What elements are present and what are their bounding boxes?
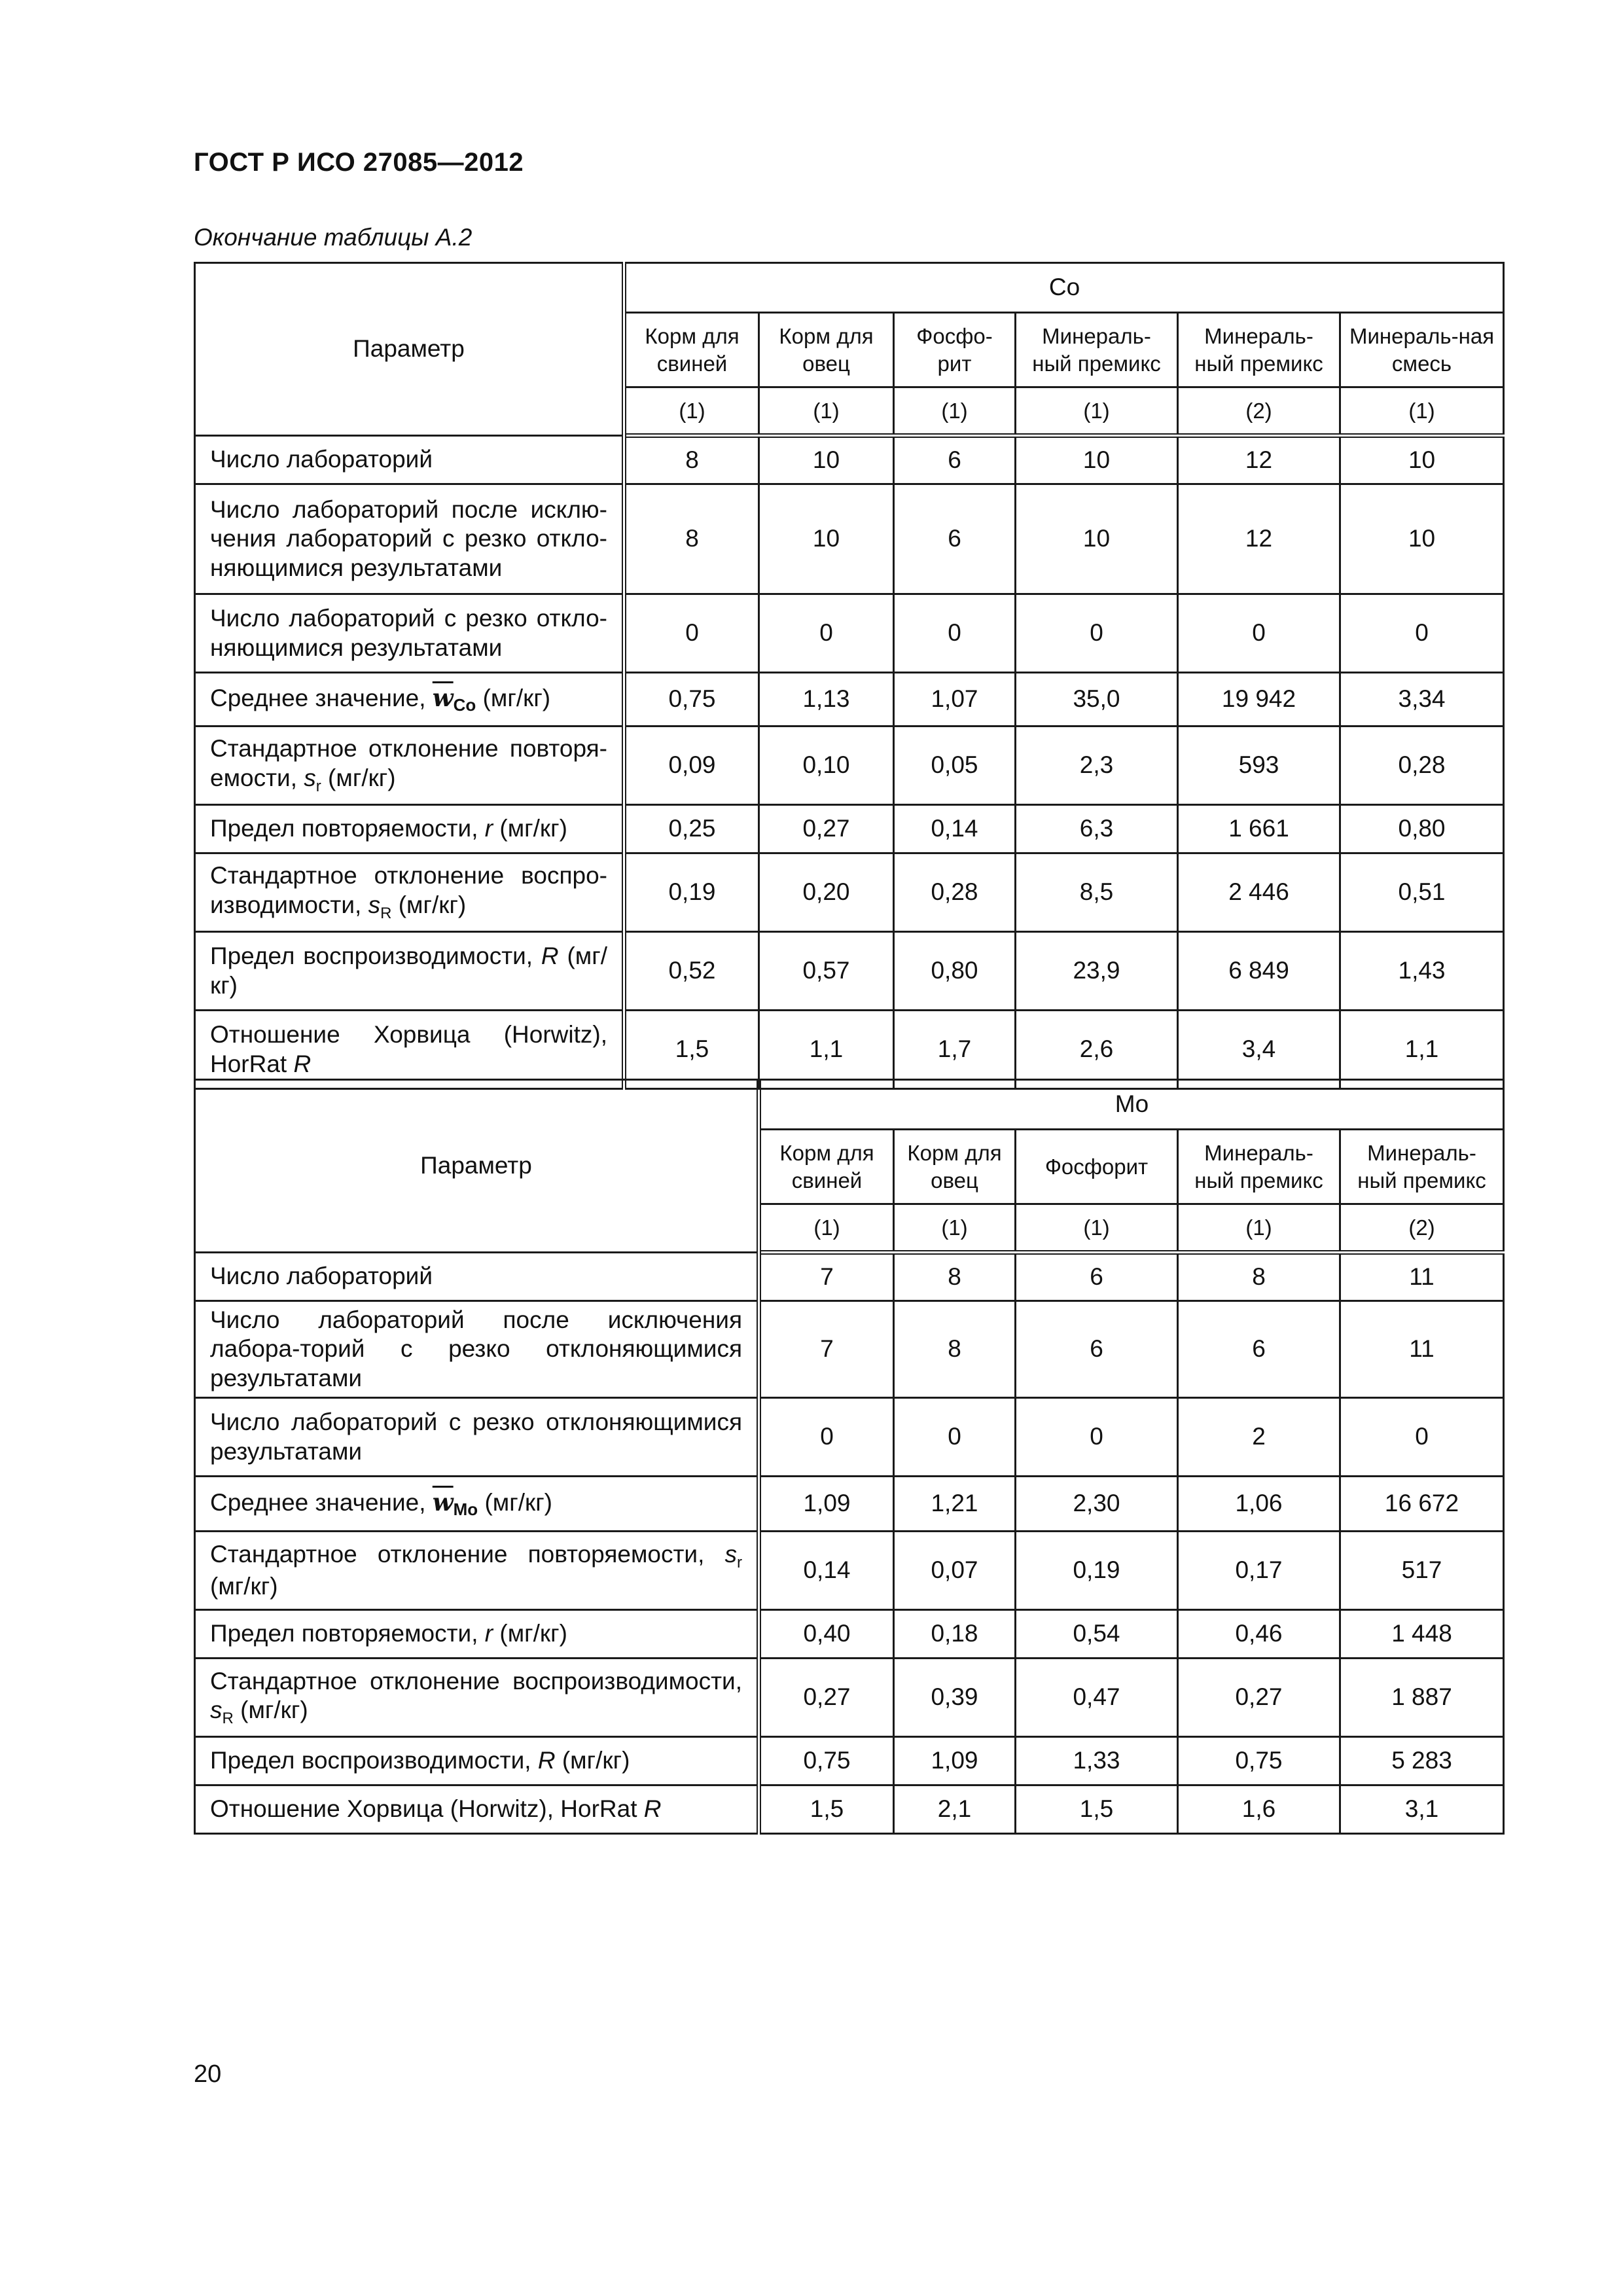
column-header: Минераль-ный премикс: [1016, 313, 1178, 387]
cell-value: 1,5: [624, 1011, 759, 1089]
cell-value: 0: [759, 1398, 894, 1477]
table-row: [195, 1610, 1504, 1659]
column-note: (1): [894, 1204, 1016, 1253]
cell-value: 8,5: [1016, 853, 1178, 932]
cell-value: 0: [759, 594, 894, 673]
row-label: Предел повторяемости, r (мг/кг): [195, 1610, 759, 1659]
cell-value: 6 849: [1178, 932, 1340, 1011]
cell-value: 0,39: [894, 1659, 1016, 1737]
cell-value: 0: [1016, 594, 1178, 673]
cell-value: 1 448: [1340, 1610, 1504, 1659]
cell-value: 0,80: [1340, 805, 1504, 853]
cell-value: 0,14: [894, 805, 1016, 853]
cell-value: 19 942: [1178, 673, 1340, 726]
table-row: [195, 1011, 1504, 1089]
row-label: Среднее значение, $\overline{w}Co$ (мг/кг): [195, 673, 624, 726]
column-header: Минераль-ная смесь: [1340, 313, 1504, 387]
column-note: (2): [1340, 1204, 1504, 1253]
cell-value: 16 672: [1340, 1477, 1504, 1532]
cell-value: 1,21: [894, 1477, 1016, 1532]
cell-value: 6,3: [1016, 805, 1178, 853]
cell-value: 1 661: [1178, 805, 1340, 853]
element-header: Mo: [759, 1080, 1504, 1130]
table-caption: Окончание таблицы А.2: [194, 224, 473, 251]
cell-value: 1,1: [759, 1011, 894, 1089]
param-header: Параметр: [195, 263, 624, 436]
cell-value: 0,28: [1340, 726, 1504, 805]
cell-value: 2 446: [1178, 853, 1340, 932]
cell-value: 0,75: [624, 673, 759, 726]
cell-value: 0: [894, 1398, 1016, 1477]
table-row: [195, 932, 1504, 1011]
column-header: Минераль-ный премикс: [1178, 1130, 1340, 1204]
cell-value: 1,09: [894, 1737, 1016, 1785]
table-row: [195, 1253, 1504, 1301]
table-row: [195, 1477, 1504, 1532]
cell-value: 0,75: [759, 1737, 894, 1785]
cell-value: 1,43: [1340, 932, 1504, 1011]
column-note: (1): [624, 387, 759, 436]
cell-value: 0,05: [894, 726, 1016, 805]
cell-value: 0: [1016, 1398, 1178, 1477]
cell-value: 0: [1340, 1398, 1504, 1477]
row-label: Стандартное отклонение воспро-изводимости, $s_R$ (мг/кг): [195, 853, 624, 932]
cell-value: 12: [1178, 436, 1340, 484]
cell-value: 11: [1340, 1253, 1504, 1301]
cell-value: 6: [1016, 1253, 1178, 1301]
table-row: [195, 805, 1504, 853]
cell-value: 0: [624, 594, 759, 673]
row-label: Число лабораторий: [195, 1253, 759, 1301]
column-note: (1): [759, 387, 894, 436]
cell-value: 0: [1340, 594, 1504, 673]
row-label: Предел воспроизводимости, R (мг/кг): [195, 1737, 759, 1785]
row-label: Стандартное отклонение повторяемости, $s_r$ (мг/кг): [195, 1532, 759, 1610]
cell-value: 0,27: [1178, 1659, 1340, 1737]
cell-value: 3,34: [1340, 673, 1504, 726]
element-header: Co: [624, 263, 1504, 313]
row-label: Число лабораторий с резко откло-няющимися результатами: [195, 594, 624, 673]
cell-value: 0,52: [624, 932, 759, 1011]
column-header: Корм для свиней: [759, 1130, 894, 1204]
cell-value: 10: [759, 436, 894, 484]
cell-value: 0,80: [894, 932, 1016, 1011]
column-note: (1): [1178, 1204, 1340, 1253]
mo-table: [194, 1079, 1505, 1835]
table-row: [195, 1398, 1504, 1477]
cell-value: 10: [1340, 484, 1504, 594]
column-note: (1): [1016, 1204, 1178, 1253]
cell-value: 8: [624, 484, 759, 594]
cell-value: 8: [624, 436, 759, 484]
cell-value: 1,6: [1178, 1785, 1340, 1834]
row-label: Отношение Хорвица (Horwitz), HorRat R: [195, 1011, 624, 1089]
table-row: [195, 673, 1504, 726]
cell-value: 6: [894, 436, 1016, 484]
row-label: Предел воспроизводимости, R (мг/кг): [195, 932, 624, 1011]
param-header: Параметр: [195, 1080, 759, 1253]
row-label: Предел повторяемости, r (мг/кг): [195, 805, 624, 853]
cell-value: 1 887: [1340, 1659, 1504, 1737]
cell-value: 5 283: [1340, 1737, 1504, 1785]
row-label: Стандартное отклонение воспроизводимости, $s_R$ (мг/кг): [195, 1659, 759, 1737]
cell-value: 7: [759, 1253, 894, 1301]
document-code: ГОСТ Р ИСО 27085—2012: [194, 148, 524, 177]
cell-value: 1,1: [1340, 1011, 1504, 1089]
column-note: (1): [1016, 387, 1178, 436]
cell-value: 23,9: [1016, 932, 1178, 1011]
column-header: Корм для овец: [894, 1130, 1016, 1204]
table-row: [195, 1659, 1504, 1737]
cell-value: 3,1: [1340, 1785, 1504, 1834]
cell-value: 517: [1340, 1532, 1504, 1610]
column-header: Минераль-ный премикс: [1340, 1130, 1504, 1204]
cell-value: 1,07: [894, 673, 1016, 726]
cell-value: 0,57: [759, 932, 894, 1011]
cell-value: 3,4: [1178, 1011, 1340, 1089]
cell-value: 0,14: [759, 1532, 894, 1610]
cell-value: 0: [894, 594, 1016, 673]
cell-value: 1,7: [894, 1011, 1016, 1089]
row-label: Число лабораторий после исключения лабора-торий с резко отклоняющимися результатами: [195, 1301, 759, 1398]
cell-value: 2,1: [894, 1785, 1016, 1834]
cell-value: 1,5: [1016, 1785, 1178, 1834]
cell-value: 0: [1178, 594, 1340, 673]
cell-value: 8: [1178, 1253, 1340, 1301]
row-label: Отношение Хорвица (Horwitz), HorRat R: [195, 1785, 759, 1834]
column-header: Фосфо-рит: [894, 313, 1016, 387]
cell-value: 8: [894, 1301, 1016, 1398]
cell-value: 0,09: [624, 726, 759, 805]
table-row: [195, 594, 1504, 673]
cell-value: 10: [1340, 436, 1504, 484]
cell-value: 0,19: [624, 853, 759, 932]
cell-value: 2,30: [1016, 1477, 1178, 1532]
row-label: Среднее значение, $\overline{w}Mo$ (мг/кг): [195, 1477, 759, 1532]
table-row: [195, 436, 1504, 484]
cell-value: 1,13: [759, 673, 894, 726]
cell-value: 0,19: [1016, 1532, 1178, 1610]
column-note: (2): [1178, 387, 1340, 436]
cell-value: 0,75: [1178, 1737, 1340, 1785]
cell-value: 0,27: [759, 1659, 894, 1737]
cell-value: 1,06: [1178, 1477, 1340, 1532]
cell-value: 0,10: [759, 726, 894, 805]
cell-value: 2,6: [1016, 1011, 1178, 1089]
cell-value: 1,09: [759, 1477, 894, 1532]
cell-value: 2,3: [1016, 726, 1178, 805]
cell-value: 6: [1178, 1301, 1340, 1398]
cell-value: 593: [1178, 726, 1340, 805]
cell-value: 8: [894, 1253, 1016, 1301]
cell-value: 0,28: [894, 853, 1016, 932]
cell-value: 0,27: [759, 805, 894, 853]
cell-value: 6: [894, 484, 1016, 594]
table-row: [195, 1532, 1504, 1610]
table-row: [195, 1301, 1504, 1398]
cell-value: 0,51: [1340, 853, 1504, 932]
row-label: Число лабораторий с резко отклоняющимися результатами: [195, 1398, 759, 1477]
cell-value: 7: [759, 1301, 894, 1398]
cell-value: 0,20: [759, 853, 894, 932]
page-number: 20: [194, 2060, 222, 2088]
row-label: Число лабораторий после исклю-чения лабораторий с резко откло-няющимися результатами: [195, 484, 624, 594]
cell-value: 10: [759, 484, 894, 594]
table-row: [195, 484, 1504, 594]
table-row: [195, 1785, 1504, 1834]
table-row: [195, 1737, 1504, 1785]
cell-value: 0,25: [624, 805, 759, 853]
cell-value: 1,33: [1016, 1737, 1178, 1785]
cell-value: 6: [1016, 1301, 1178, 1398]
column-note: (1): [894, 387, 1016, 436]
cell-value: 10: [1016, 484, 1178, 594]
cell-value: 10: [1016, 436, 1178, 484]
cell-value: 0,17: [1178, 1532, 1340, 1610]
cell-value: 0,07: [894, 1532, 1016, 1610]
row-label: Стандартное отклонение повторя-емости, $s_r$ (мг/кг): [195, 726, 624, 805]
column-note: (1): [759, 1204, 894, 1253]
cell-value: 12: [1178, 484, 1340, 594]
column-header: Корм для овец: [759, 313, 894, 387]
table-row: [195, 726, 1504, 805]
cell-value: 0,18: [894, 1610, 1016, 1659]
cell-value: 2: [1178, 1398, 1340, 1477]
co-table: [194, 262, 1505, 1090]
column-header: Фосфорит: [1016, 1130, 1178, 1204]
cell-value: 1,5: [759, 1785, 894, 1834]
column-note: (1): [1340, 387, 1504, 436]
cell-value: 35,0: [1016, 673, 1178, 726]
cell-value: 0,40: [759, 1610, 894, 1659]
row-label: Число лабораторий: [195, 436, 624, 484]
column-header: Корм для свиней: [624, 313, 759, 387]
cell-value: 11: [1340, 1301, 1504, 1398]
cell-value: 0,47: [1016, 1659, 1178, 1737]
mean-symbol: $\overline{w}$: [432, 1488, 454, 1517]
cell-value: 0,46: [1178, 1610, 1340, 1659]
mean-symbol: $\overline{w}$: [432, 683, 454, 712]
cell-value: 0,54: [1016, 1610, 1178, 1659]
table-row: [195, 853, 1504, 932]
column-header: Минераль-ный премикс: [1178, 313, 1340, 387]
